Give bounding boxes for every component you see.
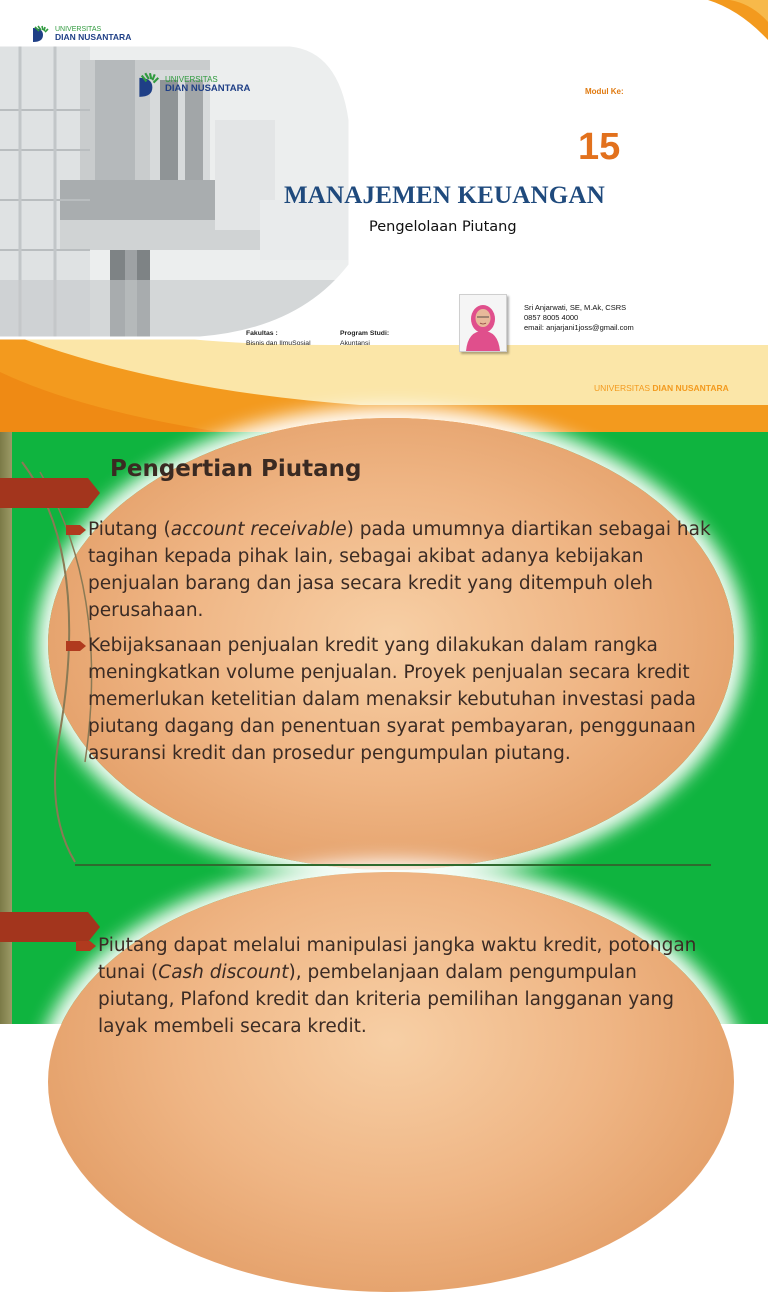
author-photo <box>459 294 507 352</box>
prodi-label: Program Studi: <box>340 330 390 337</box>
slide-title: Pengertian Piutang <box>110 456 362 482</box>
cover-slide <box>0 0 768 432</box>
bullet-3-pre: Piutang dapat melalui manipulasi jangka waktu kredit, potongan tunai ( <box>98 935 697 983</box>
fakultas-label: Fakultas : <box>246 330 278 337</box>
title-ribbon <box>0 478 100 508</box>
university-logo-large <box>138 72 250 98</box>
bullet-3 <box>76 932 716 1040</box>
brand-bottom-text: DIAN NUSANTARA <box>55 32 132 43</box>
bullet-3-post: ), pembelanjaan dalam pengumpulan piutang, Plafond kredit dan kriteria pemilihan langganan yang layak membeli secara kredit. <box>98 962 674 1037</box>
university-logo-icon <box>138 72 162 98</box>
bullet-1-pre: Piutang ( <box>88 519 171 540</box>
modul-label: Modul Ke: <box>585 87 624 96</box>
bullet-3-italic: Cash discount <box>158 962 289 983</box>
bullet-2-text: Kebijaksanaan penjualan kredit yang dilakukan dalam rangka meningkatkan volume penjualan. Proyek penjualan secara kredit memerlukan ketelitian dalam menaksir kebutuhan investasi pada piutang dagang dan penentuan syarat pembayaran, penggunaan asuransi kredit dan prosedur pengumpulan piutang. <box>88 635 696 764</box>
bullet-arrow-icon <box>66 641 86 651</box>
bullet-arrow-icon <box>76 941 96 951</box>
brand-top-text: UNIVERSITAS <box>165 75 218 85</box>
author-phone: 0857 8005 4000 <box>524 313 579 322</box>
section-divider <box>75 864 711 866</box>
course-title: MANAJEMEN KEUANGAN <box>284 182 605 209</box>
modul-number: 15 <box>578 126 621 168</box>
author-portrait-icon <box>460 295 506 351</box>
cover-background <box>0 0 768 432</box>
footer-brand-bold: DIAN NUSANTARA <box>652 383 729 393</box>
bullet-2 <box>66 632 716 767</box>
bullet-arrow-icon <box>66 525 86 535</box>
bullet-1-italic: account receivable <box>170 519 347 540</box>
course-subtitle: Pengelolaan Piutang <box>369 219 517 235</box>
content-slide <box>0 432 768 1037</box>
fakultas-value: Bisnis dan IlmuSosial <box>246 340 311 347</box>
bullet-1-post: ) pada umumnya diartikan sebagai hak tagihan kepada pihak lain, sebagai akibat adanya kebijakan penjualan barang dan jasa secara kredit yang ditempuh oleh perusahaan. <box>88 519 711 621</box>
fakultas-block <box>246 329 311 349</box>
prodi-block <box>340 329 389 349</box>
university-logo-icon <box>32 25 52 43</box>
university-logo-small <box>32 25 131 43</box>
author-name: Sri Anjarwati, SE, M.Ak, CSRS <box>524 303 627 312</box>
prodi-value: Akuntansi <box>340 340 370 347</box>
brand-top-text: UNIVERSITAS <box>55 26 102 34</box>
bullet-1 <box>66 516 716 624</box>
author-email: email: anjarjani1joss@gmail.com <box>524 323 634 332</box>
footer-brand-light: UNIVERSITAS <box>594 383 651 393</box>
author-info <box>524 303 634 333</box>
brand-bottom-text: DIAN NUSANTARA <box>165 83 251 95</box>
footer-brand <box>594 383 729 393</box>
